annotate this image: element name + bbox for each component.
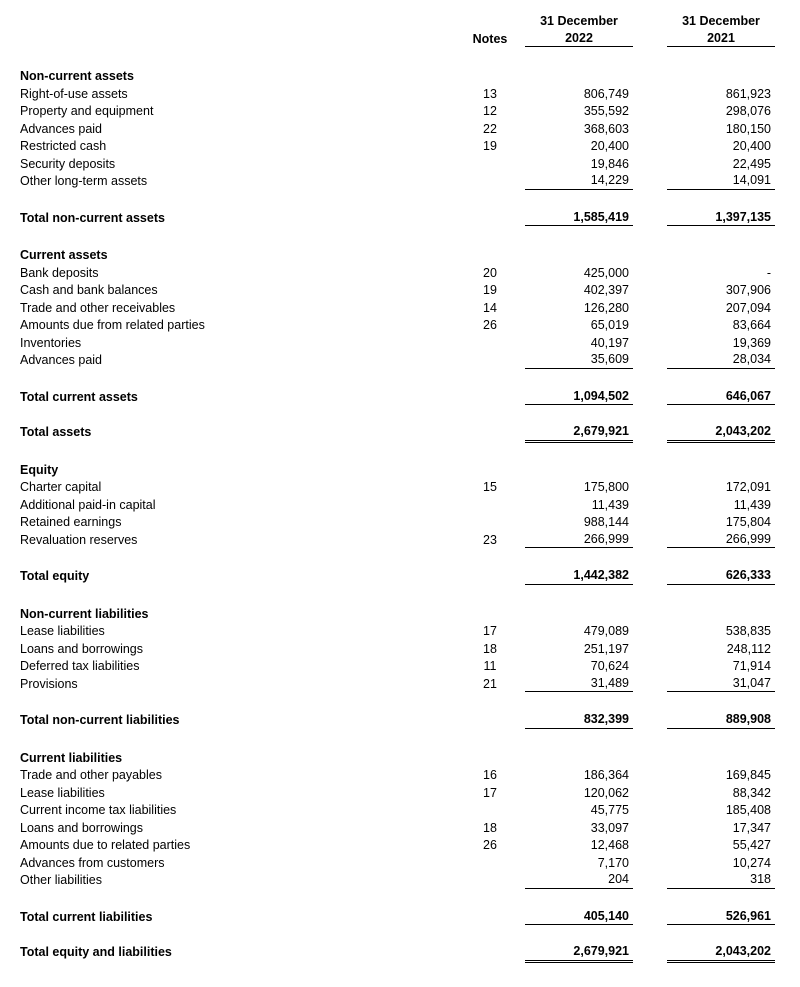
table-row: [20, 766, 776, 784]
table-row: [20, 657, 776, 675]
row-value-2021: 169,845: [725, 768, 771, 782]
table-row: [20, 622, 776, 640]
row-note: 20: [483, 265, 497, 280]
total-value-2022: 1,442,382: [525, 568, 633, 585]
section-heading-label: Current liabilities: [20, 750, 123, 765]
total-value-2022: 1,585,419: [525, 210, 633, 227]
total-row: [20, 388, 776, 406]
column-header-2021-line1: 31 December: [682, 14, 760, 28]
row-label: Trade and other payables: [20, 768, 162, 782]
row-label: Provisions: [20, 676, 78, 691]
table-row: [20, 531, 776, 549]
row-label: Inventories: [20, 335, 82, 350]
total-value-2021: 526,961: [667, 909, 775, 926]
row-value-2022: 402,397: [583, 283, 629, 297]
row-note: 16: [483, 768, 497, 782]
row-value-2022: 120,062: [583, 785, 629, 800]
total-label: Total non-current assets: [20, 210, 165, 225]
table-row: [20, 264, 776, 282]
total-label: Total assets: [20, 425, 92, 439]
table-row: [20, 854, 776, 872]
table-row: [20, 784, 776, 802]
row-value-2022: 35,609: [525, 352, 633, 369]
row-value-2021: 17,347: [732, 820, 771, 835]
table-row: [20, 85, 776, 103]
row-note: 19: [483, 283, 497, 297]
total-value-2021: 2,043,202: [667, 424, 775, 441]
table-row: [20, 172, 776, 190]
row-label: Charter capital: [20, 480, 102, 494]
row-note: 23: [483, 532, 497, 547]
table-row: [20, 513, 776, 531]
total-label: Total equity: [20, 569, 90, 583]
row-label: Amounts due from related parties: [20, 318, 205, 332]
row-note: 17: [483, 624, 497, 638]
total-label: Total non-current liabilities: [20, 713, 180, 727]
table-row: [20, 675, 776, 693]
row-value-2021: 185,408: [725, 803, 771, 817]
row-value-2022: 186,364: [583, 768, 629, 782]
row-value-2022: 204: [525, 872, 633, 889]
total-value-2021: 889,908: [667, 712, 775, 729]
row-value-2022: 479,089: [583, 624, 629, 638]
section-heading: [20, 246, 776, 264]
section-heading-label: Non-current liabilities: [20, 606, 149, 621]
row-value-2022: 368,603: [583, 121, 629, 136]
row-label: Bank deposits: [20, 265, 99, 280]
header-row-2: [20, 30, 776, 48]
column-header-2021-year: 2021: [667, 31, 775, 48]
total-value-2022: 1,094,502: [525, 389, 633, 406]
row-note: 22: [483, 121, 497, 136]
total-row: [20, 209, 776, 227]
row-label: Right-of-use assets: [20, 86, 128, 101]
row-note: 21: [483, 676, 497, 691]
table-row: [20, 836, 776, 854]
table-body: [20, 67, 776, 961]
row-note: 12: [483, 104, 497, 118]
row-label: Other liabilities: [20, 873, 102, 887]
row-value-2021: -: [766, 265, 771, 280]
row-value-2022: 988,144: [583, 515, 629, 529]
row-value-2021: 88,342: [732, 785, 771, 800]
table-row: [20, 871, 776, 889]
total-value-2021: 2,043,202: [667, 944, 775, 961]
row-value-2022: 19,846: [590, 156, 629, 171]
row-value-2022: 11,439: [591, 497, 629, 512]
row-value-2022: 33,097: [590, 820, 629, 835]
table-row: [20, 281, 776, 299]
row-label: Lease liabilities: [20, 785, 105, 800]
row-label: Additional paid-in capital: [20, 497, 156, 512]
table-row: [20, 316, 776, 334]
row-value-2021: 22,495: [732, 156, 771, 171]
row-label: Restricted cash: [20, 139, 107, 153]
total-row: [20, 423, 776, 441]
row-value-2022: 14,229: [525, 173, 633, 190]
table-header: [20, 12, 776, 47]
row-value-2022: 806,749: [583, 86, 629, 101]
table-row: [20, 102, 776, 120]
section-heading: [20, 605, 776, 623]
row-value-2022: 175,800: [583, 480, 629, 494]
row-label: Lease liabilities: [20, 624, 105, 638]
table-row: [20, 299, 776, 317]
row-label: Advances paid: [20, 353, 103, 367]
row-value-2022: 251,197: [583, 641, 629, 656]
total-label: Total equity and liabilities: [20, 945, 172, 959]
column-header-notes: Notes: [472, 31, 508, 46]
row-note: 11: [483, 659, 497, 673]
row-value-2021: 175,804: [725, 515, 771, 529]
row-label: Security deposits: [20, 156, 116, 171]
row-value-2021: 20,400: [732, 139, 771, 153]
total-value-2022: 2,679,921: [525, 944, 633, 961]
row-note: 15: [483, 480, 497, 494]
total-value-2021: 646,067: [667, 389, 775, 406]
row-value-2021: 11,439: [733, 497, 771, 512]
row-value-2022: 20,400: [590, 139, 629, 153]
total-row: [20, 711, 776, 729]
row-value-2021: 172,091: [725, 480, 771, 494]
row-value-2021: 55,427: [732, 838, 771, 852]
row-label: Other long-term assets: [20, 174, 148, 188]
row-value-2022: 126,280: [583, 300, 629, 315]
row-value-2022: 40,197: [590, 335, 629, 350]
row-note: 14: [483, 300, 497, 315]
row-value-2021: 28,034: [667, 352, 775, 369]
row-value-2021: 71,914: [732, 659, 771, 673]
row-value-2021: 207,094: [725, 300, 771, 315]
row-value-2022: 7,170: [597, 855, 629, 870]
row-value-2021: 538,835: [725, 624, 771, 638]
row-value-2022: 266,999: [525, 532, 633, 549]
table-row: [20, 137, 776, 155]
row-value-2022: 45,775: [590, 803, 629, 817]
table-row: [20, 496, 776, 514]
total-value-2022: 2,679,921: [525, 424, 633, 441]
table-row: [20, 351, 776, 369]
section-heading: [20, 461, 776, 479]
row-label: Loans and borrowings: [20, 820, 143, 835]
row-value-2021: 19,369: [732, 335, 771, 350]
row-note: 18: [483, 820, 497, 835]
total-label: Total current liabilities: [20, 909, 153, 924]
total-row: [20, 908, 776, 926]
row-value-2021: 248,112: [726, 641, 771, 656]
total-label: Total current assets: [20, 389, 138, 404]
row-label: Loans and borrowings: [20, 641, 143, 656]
row-value-2021: 266,999: [667, 532, 775, 549]
row-label: Deferred tax liabilities: [20, 659, 140, 673]
row-note: 26: [483, 318, 497, 332]
table-row: [20, 334, 776, 352]
column-header-2022-line1: 31 December: [540, 14, 618, 28]
row-value-2021: 318: [667, 872, 775, 889]
total-value-2022: 405,140: [525, 909, 633, 926]
total-row: [20, 943, 776, 961]
row-label: Cash and bank balances: [20, 283, 158, 297]
section-heading-label: Non-current assets: [20, 69, 134, 83]
row-value-2022: 425,000: [583, 265, 629, 280]
row-value-2021: 31,047: [667, 676, 775, 693]
row-label: Current income tax liabilities: [20, 803, 177, 817]
total-value-2021: 626,333: [667, 568, 775, 585]
header-row-1: [20, 12, 776, 30]
section-heading-label: Current assets: [20, 248, 108, 262]
row-label: Trade and other receivables: [20, 300, 176, 315]
row-value-2021: 10,274: [732, 855, 771, 870]
total-value-2021: 1,397,135: [667, 210, 775, 227]
row-value-2021: 861,923: [725, 86, 771, 101]
row-value-2021: 180,150: [725, 121, 771, 136]
total-value-2022: 832,399: [525, 712, 633, 729]
row-value-2021: 298,076: [725, 104, 771, 118]
row-label: Property and equipment: [20, 104, 154, 118]
row-value-2022: 31,489: [525, 676, 633, 693]
total-row: [20, 567, 776, 585]
row-label: Amounts due to related parties: [20, 838, 191, 852]
row-value-2022: 12,468: [590, 838, 629, 852]
row-label: Advances paid: [20, 121, 103, 136]
table-row: [20, 478, 776, 496]
row-note: 26: [483, 838, 497, 852]
row-note: 18: [483, 641, 497, 656]
row-note: 13: [483, 86, 497, 101]
section-heading: [20, 67, 776, 85]
row-value-2022: 355,592: [583, 104, 629, 118]
table-row: [20, 155, 776, 173]
row-value-2021: 14,091: [667, 173, 775, 190]
row-label: Retained earnings: [20, 515, 122, 529]
row-value-2022: 70,624: [590, 659, 629, 673]
row-note: 19: [483, 139, 497, 153]
row-value-2021: 307,906: [725, 283, 771, 297]
row-value-2021: 83,664: [732, 318, 771, 332]
row-value-2022: 65,019: [590, 318, 629, 332]
table-row: [20, 801, 776, 819]
column-header-2022-year: 2022: [525, 31, 633, 48]
row-label: Advances from customers: [20, 855, 165, 870]
row-label: Revaluation reserves: [20, 532, 138, 547]
table-row: [20, 819, 776, 837]
row-note: 17: [483, 785, 497, 800]
table-row: [20, 640, 776, 658]
table-row: [20, 120, 776, 138]
section-heading: [20, 749, 776, 767]
section-heading-label: Equity: [20, 462, 59, 477]
